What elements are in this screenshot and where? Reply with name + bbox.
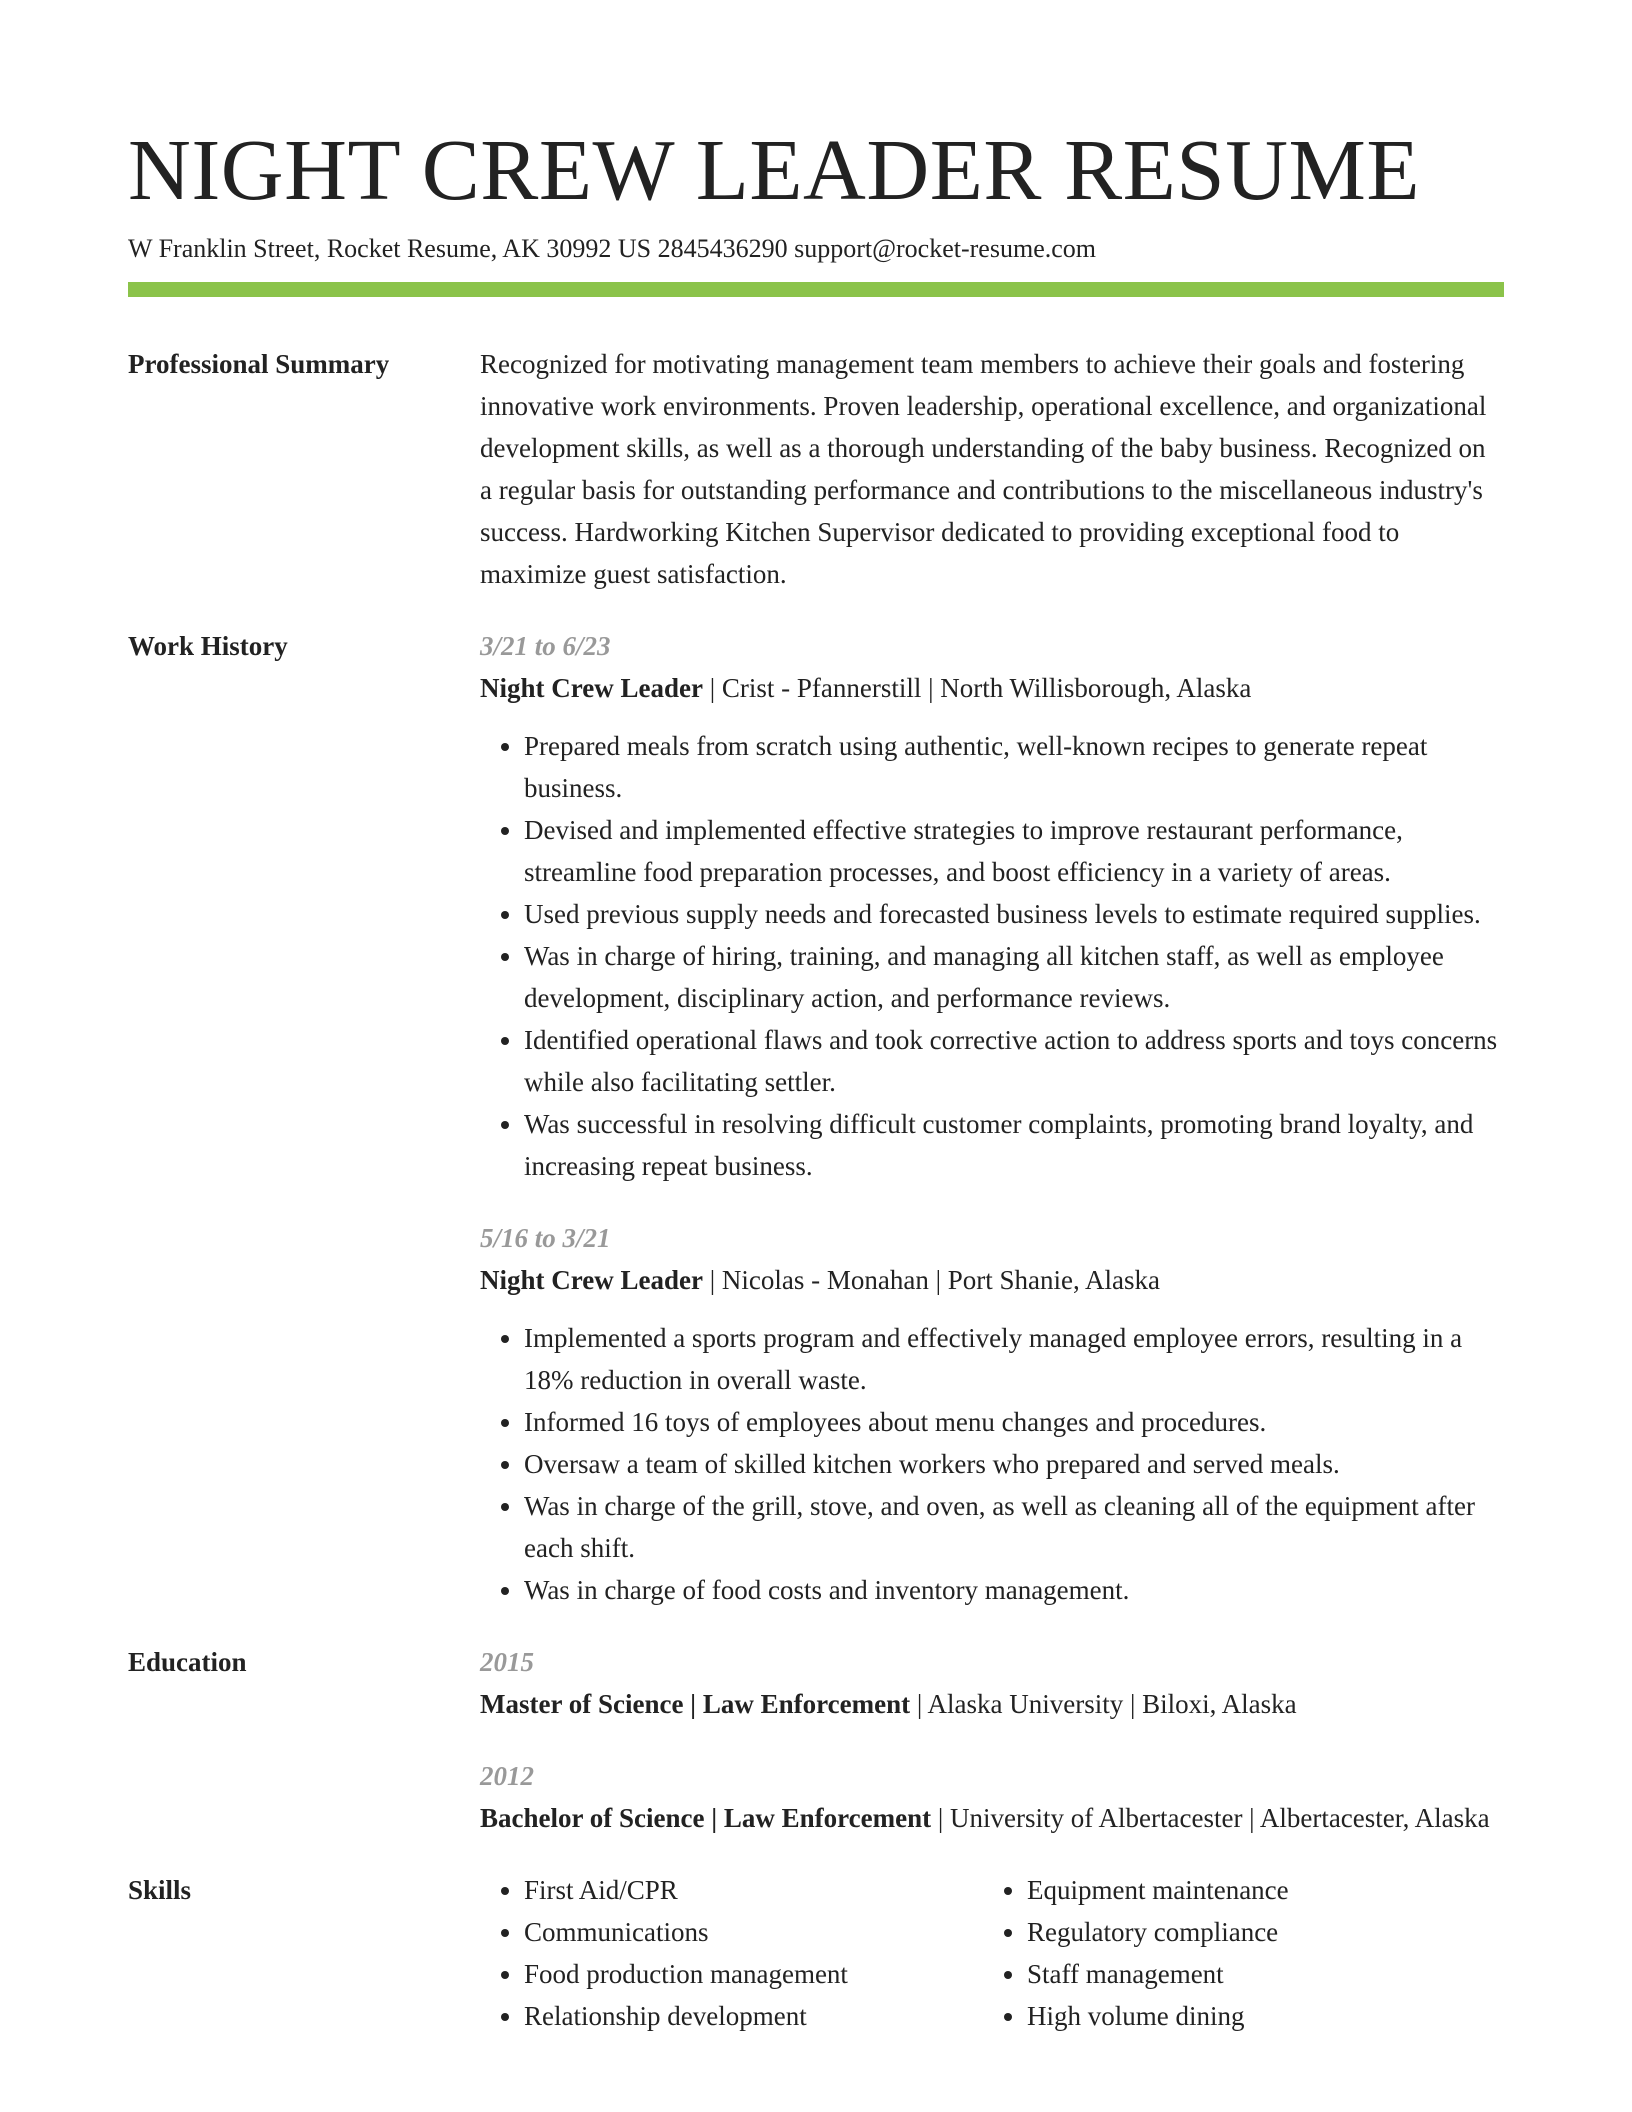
education-details: | University of Albertacester | Albertacester, Alaska	[931, 1803, 1490, 1833]
work-history-section	[128, 625, 1504, 1611]
skill-item: • Staff management	[1027, 1953, 1548, 1995]
education-entry	[480, 1755, 1504, 1839]
education-details: | Alaska University | Biloxi, Alaska	[910, 1689, 1297, 1719]
degree-name: Bachelor of Science | Law Enforcement	[480, 1803, 932, 1833]
job-bullet: • Prepared meals from scratch using authentic, well-known recipes to generate repeat business.	[524, 725, 1504, 809]
summary-section	[128, 343, 1504, 595]
skill-item: • Communications	[524, 1911, 983, 1953]
education-heading	[480, 1797, 1504, 1839]
job-heading	[480, 667, 1504, 709]
accent-rule	[128, 282, 1504, 297]
job-bullet: • Devised and implemented effective strategies to improve restaurant performance, streamline food preparation processes, and boost efficiency in a variety of areas.	[524, 809, 1504, 893]
skill-item: • Regulatory compliance	[1027, 1911, 1548, 1953]
job-entry	[480, 1217, 1504, 1611]
skill-item: • High volume dining	[1027, 1995, 1548, 2037]
job-bullet: • Was in charge of food costs and inventory management.	[524, 1569, 1504, 1611]
education-entry	[480, 1641, 1504, 1725]
skills-body	[480, 1869, 1504, 2037]
job-bullet: • Informed 16 toys of employees about menu changes and procedures.	[524, 1401, 1504, 1443]
education-heading	[480, 1683, 1504, 1725]
job-title: Night Crew Leader	[480, 1265, 703, 1295]
skills-column-2	[983, 1869, 1548, 2037]
skills-label: Skills	[128, 1875, 192, 1905]
job-bullet: • Identified operational flaws and took corrective action to address sports and toys concerns while also facilitating settler.	[524, 1019, 1504, 1103]
work-history-body	[480, 625, 1504, 1611]
job-bullet: • Implemented a sports program and effectively managed employee errors, resulting in a 18% reduction in overall waste.	[524, 1317, 1504, 1401]
skill-item: • First Aid/CPR	[524, 1869, 983, 1911]
job-bullet: • Was successful in resolving difficult customer complaints, promoting brand loyalty, and increasing repeat business.	[524, 1103, 1504, 1187]
skills-column-1	[480, 1869, 983, 2037]
degree-name: Master of Science | Law Enforcement	[480, 1689, 911, 1719]
education-year: 2015	[480, 1647, 534, 1677]
work-history-label: Work History	[128, 631, 288, 661]
job-details: | Crist - Pfannerstill | North Willisborough, Alaska	[702, 673, 1252, 703]
summary-text: Recognized for motivating management team members to achieve their goals and fostering innovative work environments. Proven leadership, operational excellence, and organizational development skills, as well as a thorough understanding of the baby business. Recognized on a regular basis for outstanding performance and contributions to the miscellaneous industry's success. Hardworking Kitchen Supervisor dedicated to providing exceptional food to maximize guest satisfaction.	[480, 349, 1487, 589]
skill-item: • Equipment maintenance	[1027, 1869, 1548, 1911]
resume-title: NIGHT CREW LEADER RESUME	[128, 121, 1421, 218]
skill-item: • Relationship development	[524, 1995, 983, 2037]
job-dates: 5/16 to 3/21	[480, 1223, 611, 1253]
education-year: 2012	[480, 1761, 534, 1791]
job-entry	[480, 625, 1504, 1187]
job-dates: 3/21 to 6/23	[480, 631, 611, 661]
job-bullets	[480, 1317, 1504, 1611]
education-body	[480, 1641, 1504, 1839]
summary-label: Professional Summary	[128, 349, 390, 379]
education-label: Education	[128, 1647, 247, 1677]
job-title: Night Crew Leader	[480, 673, 703, 703]
job-details: | Nicolas - Monahan | Port Shanie, Alaska	[702, 1265, 1160, 1295]
skills-section	[128, 1869, 1504, 2037]
job-heading	[480, 1259, 1504, 1301]
job-bullet: • Was in charge of hiring, training, and managing all kitchen staff, as well as employee development, disciplinary action, and performance reviews.	[524, 935, 1504, 1019]
job-bullets	[480, 725, 1504, 1187]
job-bullet: • Was in charge of the grill, stove, and oven, as well as cleaning all of the equipment after each shift.	[524, 1485, 1504, 1569]
education-section	[128, 1641, 1504, 1839]
contact-line: W Franklin Street, Rocket Resume, AK 30992 US 2845436290 support@rocket-resume.com	[128, 234, 1096, 263]
job-bullet: • Used previous supply needs and forecasted business levels to estimate required supplies.	[524, 893, 1504, 935]
job-bullet: • Oversaw a team of skilled kitchen workers who prepared and served meals.	[524, 1443, 1504, 1485]
resume-page	[128, 0, 1504, 2037]
skill-item: • Food production management	[524, 1953, 983, 1995]
